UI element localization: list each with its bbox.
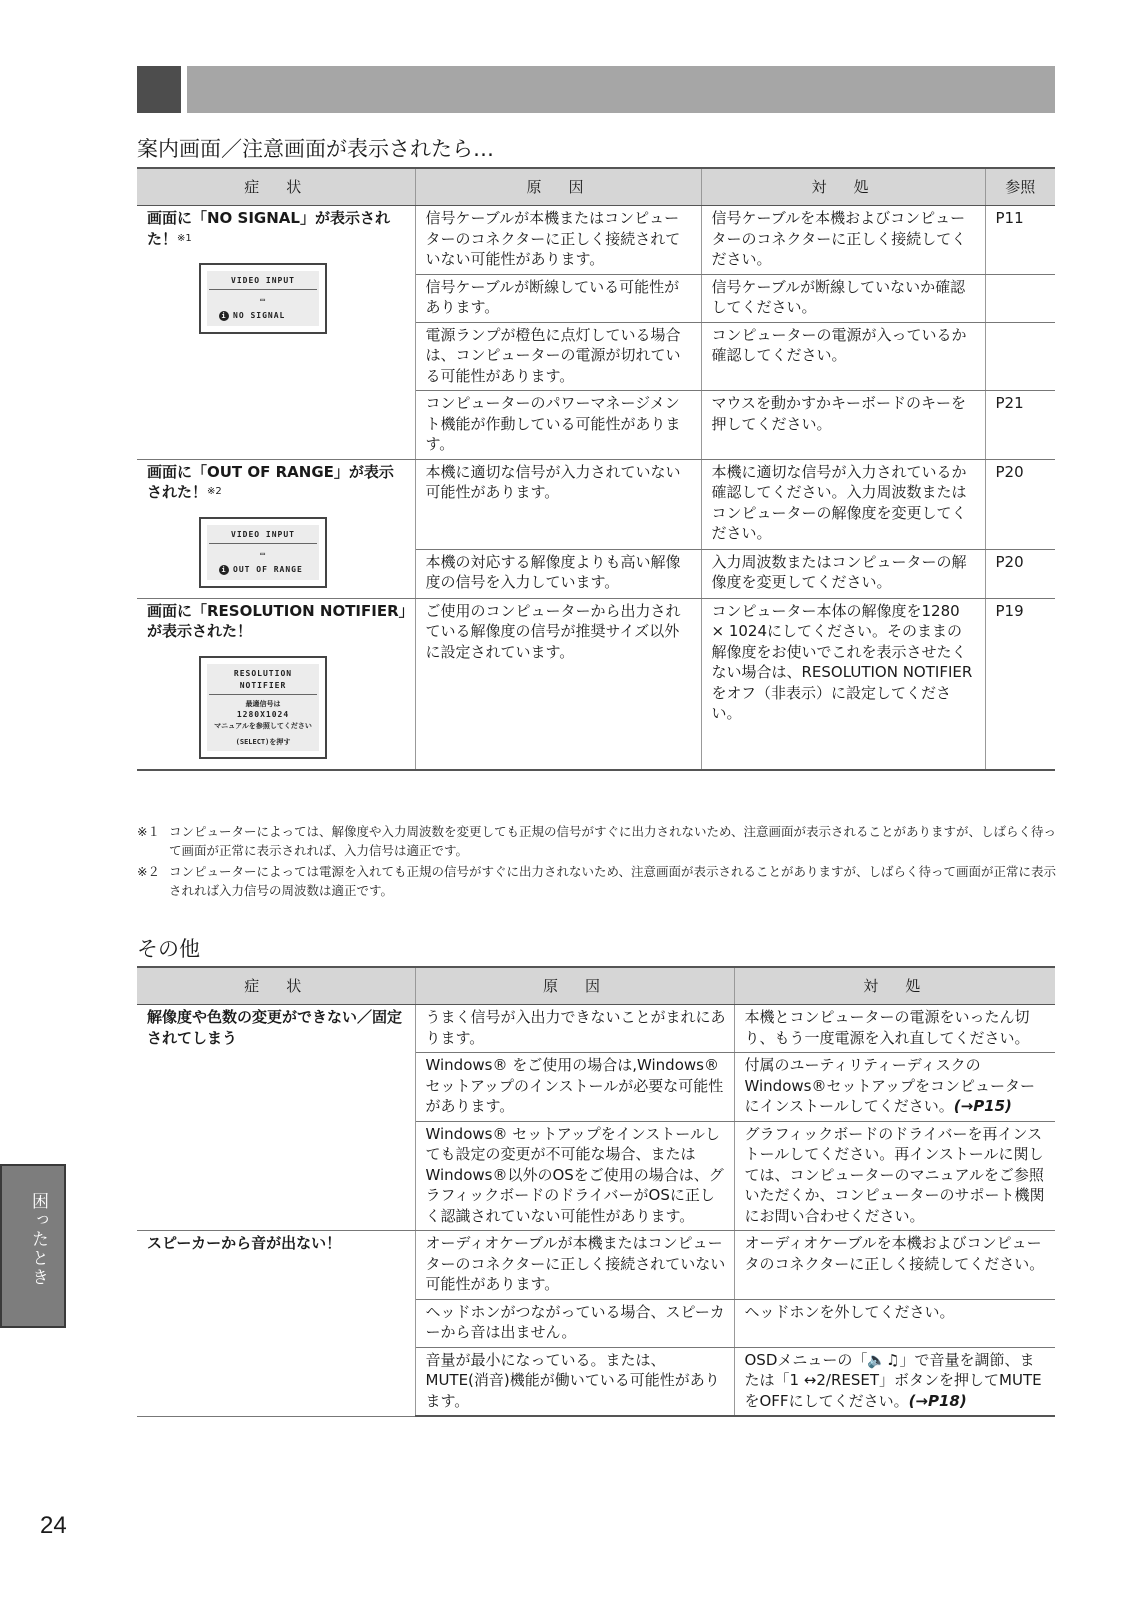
cause-cell: Windows® セットアップをインストールしても設定の変更が不可能な場合、またはWindows®以外のOSをご使用の場合は、グラフィックボードのドライバーがOSに正しく認識されていない可能性があります。 [415,1121,734,1231]
notice-screen-table [137,167,1055,771]
cause-cell: 音量が最小になっている。または、MUTE(消音)機能が働いている可能性があります。 [415,1347,734,1416]
action-text: OSDメニューの「🔈♫」で音量を調節、または「1 ↔2/RESET」ボタンを押してMUTEをOFFにしてください。 [744,1350,1042,1410]
ref-cell [985,274,1055,322]
cause-cell: 本機に適切な信号が入力されていない可能性があります。 [415,459,701,549]
osd-title: VIDEO INPUT [209,529,317,544]
osd-resolution-notifier-image [199,656,327,759]
footnote [137,862,1057,900]
footnote [137,822,1057,860]
action-text: オーディオケーブルを本機およびコンピュータのコネクターに正しく接続してください。 [744,1234,1045,1273]
action-cell [734,1299,1055,1347]
osd-line: 1280X1024 [236,709,290,719]
footnote-mark: ※１ [137,824,160,839]
table-row [137,1005,1055,1053]
action-cell [734,1005,1055,1053]
action-cell [734,1053,1055,1122]
cause-cell: 信号ケーブルが本機またはコンピューターのコネクターに正しく接続されていない可能性があります。 [415,206,701,275]
section-title-notices: 案内画面／注意画面が表示されたら… [137,137,494,161]
osd-message: NO SIGNAL [233,311,286,320]
action-text: グラフィックボードのドライバーを再インストールしてください。再インストールに関しては、コンピューターのマニュアルをご参照いただくか、コンピューターのサポート機関にお問い合わせください。 [744,1124,1045,1225]
chapter-tab-label: 困ったとき [28,1192,48,1287]
action-cell [734,1347,1055,1416]
section-title-other: その他 [137,937,200,961]
table-header-row [137,168,1055,206]
cause-cell: 電源ランプが橙色に点灯している場合は、コンピューターの電源が切れている可能性があります。 [415,322,701,391]
info-icon: i [219,565,229,575]
connector-icon: ▭ [260,295,266,304]
header-action: 対 処 [734,967,1055,1005]
action-cell: マウスを動かすかキーボードのキーを押してください。 [701,391,985,460]
action-text: 本機とコンピューターの電源をいったん切り、もう一度電源を入れ直してください。 [744,1008,1030,1047]
other-issues-table [137,966,1055,1417]
action-cell: 信号ケーブルを本機およびコンピューターのコネクターに正しく接続してください。 [701,206,985,275]
ref-cell: P21 [985,391,1055,460]
action-cell [734,1121,1055,1231]
info-icon: i [219,311,229,321]
cause-cell: うまく信号が入出力できないことがまれにあります。 [415,1005,734,1053]
header-cause: 原 因 [415,168,701,206]
osd-line: (SELECT)を押す [235,737,291,746]
cause-cell: オーディオケーブルが本機またはコンピューターのコネクターに正しく接続されていない可能性があります。 [415,1231,734,1300]
osd-line: マニュアルを参照してください [214,721,312,730]
header-symptom: 症 状 [137,967,415,1005]
footnote-text: コンピューターによっては電源を入れても正規の信号がすぐに出力されないため、注意画面が表示されることがありますが、しばらく待って画面が正常に表示されれば入力信号の周波数は適正です。 [169,864,1057,898]
ref-cell [985,322,1055,391]
footnote-mark: ※２ [137,864,160,879]
ref-cell: P20 [985,459,1055,549]
osd-no-signal-image [199,263,327,334]
table-row [137,598,1055,770]
symptom-cell: 解像度や色数の変更ができない／固定されてしまう [137,1005,415,1231]
action-cell: コンピューター本体の解像度を1280 × 1024にしてください。そのままの解像度をお使いでこれを表示させたくない場合は、RESOLUTION NOTIFIERをオフ（非表示）に設定してください。 [701,598,985,770]
chapter-tab[interactable] [0,1164,66,1328]
symptom-cell [137,206,415,460]
table-row [137,459,1055,549]
ref-cell: P20 [985,549,1055,598]
osd-out-of-range-image [199,517,327,588]
footnote-text: コンピューターによっては、解像度や入力周波数を変更しても正規の信号がすぐに出力されないため、注意画面が表示されることがありますが、しばらく待って画面が正常に表示されれば、入力信号は適正です。 [169,824,1057,858]
connector-icon: ▭ [260,548,266,558]
action-cell [734,1231,1055,1300]
table-header-row [137,967,1055,1005]
cause-cell: Windows® をご使用の場合は,Windows® セットアップのインストールが必要な可能性があります。 [415,1053,734,1122]
ref-cell: P11 [985,206,1055,275]
header-ref: 参照 [985,168,1055,206]
action-text: 付属のユーティリティーディスクのWindows®セットアップをコンピューターにインストールしてください。 [744,1056,1035,1115]
osd-title: VIDEO INPUT [209,275,317,290]
header-cause: 原 因 [415,967,734,1005]
action-cell: 入力周波数またはコンピューターの解像度を変更してください。 [701,549,985,598]
cause-cell: ご使用のコンピューターから出力されている解像度の信号が推奨サイズ以外に設定されています。 [415,598,701,770]
symptom-resolution-notifier: 画面に「RESOLUTION NOTIFIER」が表示された！ [147,601,407,640]
osd-message: OUT OF RANGE [233,564,303,574]
page-number: 24 [40,1512,67,1539]
header-bar [187,66,1055,113]
symptom-cell: スピーカーから音が出ない！ [137,1231,415,1417]
action-cell: 本機に適切な信号が入力されているか確認してください。入力周波数またはコンピューターの解像度を変更してください。 [701,459,985,549]
header-action: 対 処 [701,168,985,206]
header-symptom: 症 状 [137,168,415,206]
symptom-cell [137,459,415,598]
symptom-cell [137,598,415,770]
footnote-mark: ※2 [207,486,222,497]
ref-cell: P19 [985,598,1055,770]
action-cell: 信号ケーブルが断線していないか確認してください。 [701,274,985,322]
symptom-out-of-range: 画面に「OUT OF RANGE」が表示された！ [147,462,394,501]
header-block-dark [137,66,181,113]
page-ref: (→P15) [953,1097,1012,1115]
table-row [137,206,1055,275]
action-text: ヘッドホンを外してください。 [744,1302,955,1321]
table-row [137,1231,1055,1300]
cause-cell: 本機の対応する解像度よりも高い解像度の信号を入力しています。 [415,549,701,598]
cause-cell: コンピューターのパワーマネージメント機能が作動している可能性があります。 [415,391,701,460]
osd-line: 最適信号は [245,699,281,708]
cause-cell: ヘッドホンがつながっている場合、スピーカーから音は出ません。 [415,1299,734,1347]
symptom-no-signal: 画面に「NO SIGNAL」が表示された！ [147,209,390,248]
footnote-mark: ※1 [177,232,192,244]
page-ref: (→P18) [908,1391,967,1410]
footnotes [137,822,1057,900]
cause-cell: 信号ケーブルが断線している可能性があります。 [415,274,701,322]
action-cell: コンピューターの電源が入っているか確認してください。 [701,322,985,391]
osd-title: RESOLUTION NOTIFIER [209,668,317,695]
